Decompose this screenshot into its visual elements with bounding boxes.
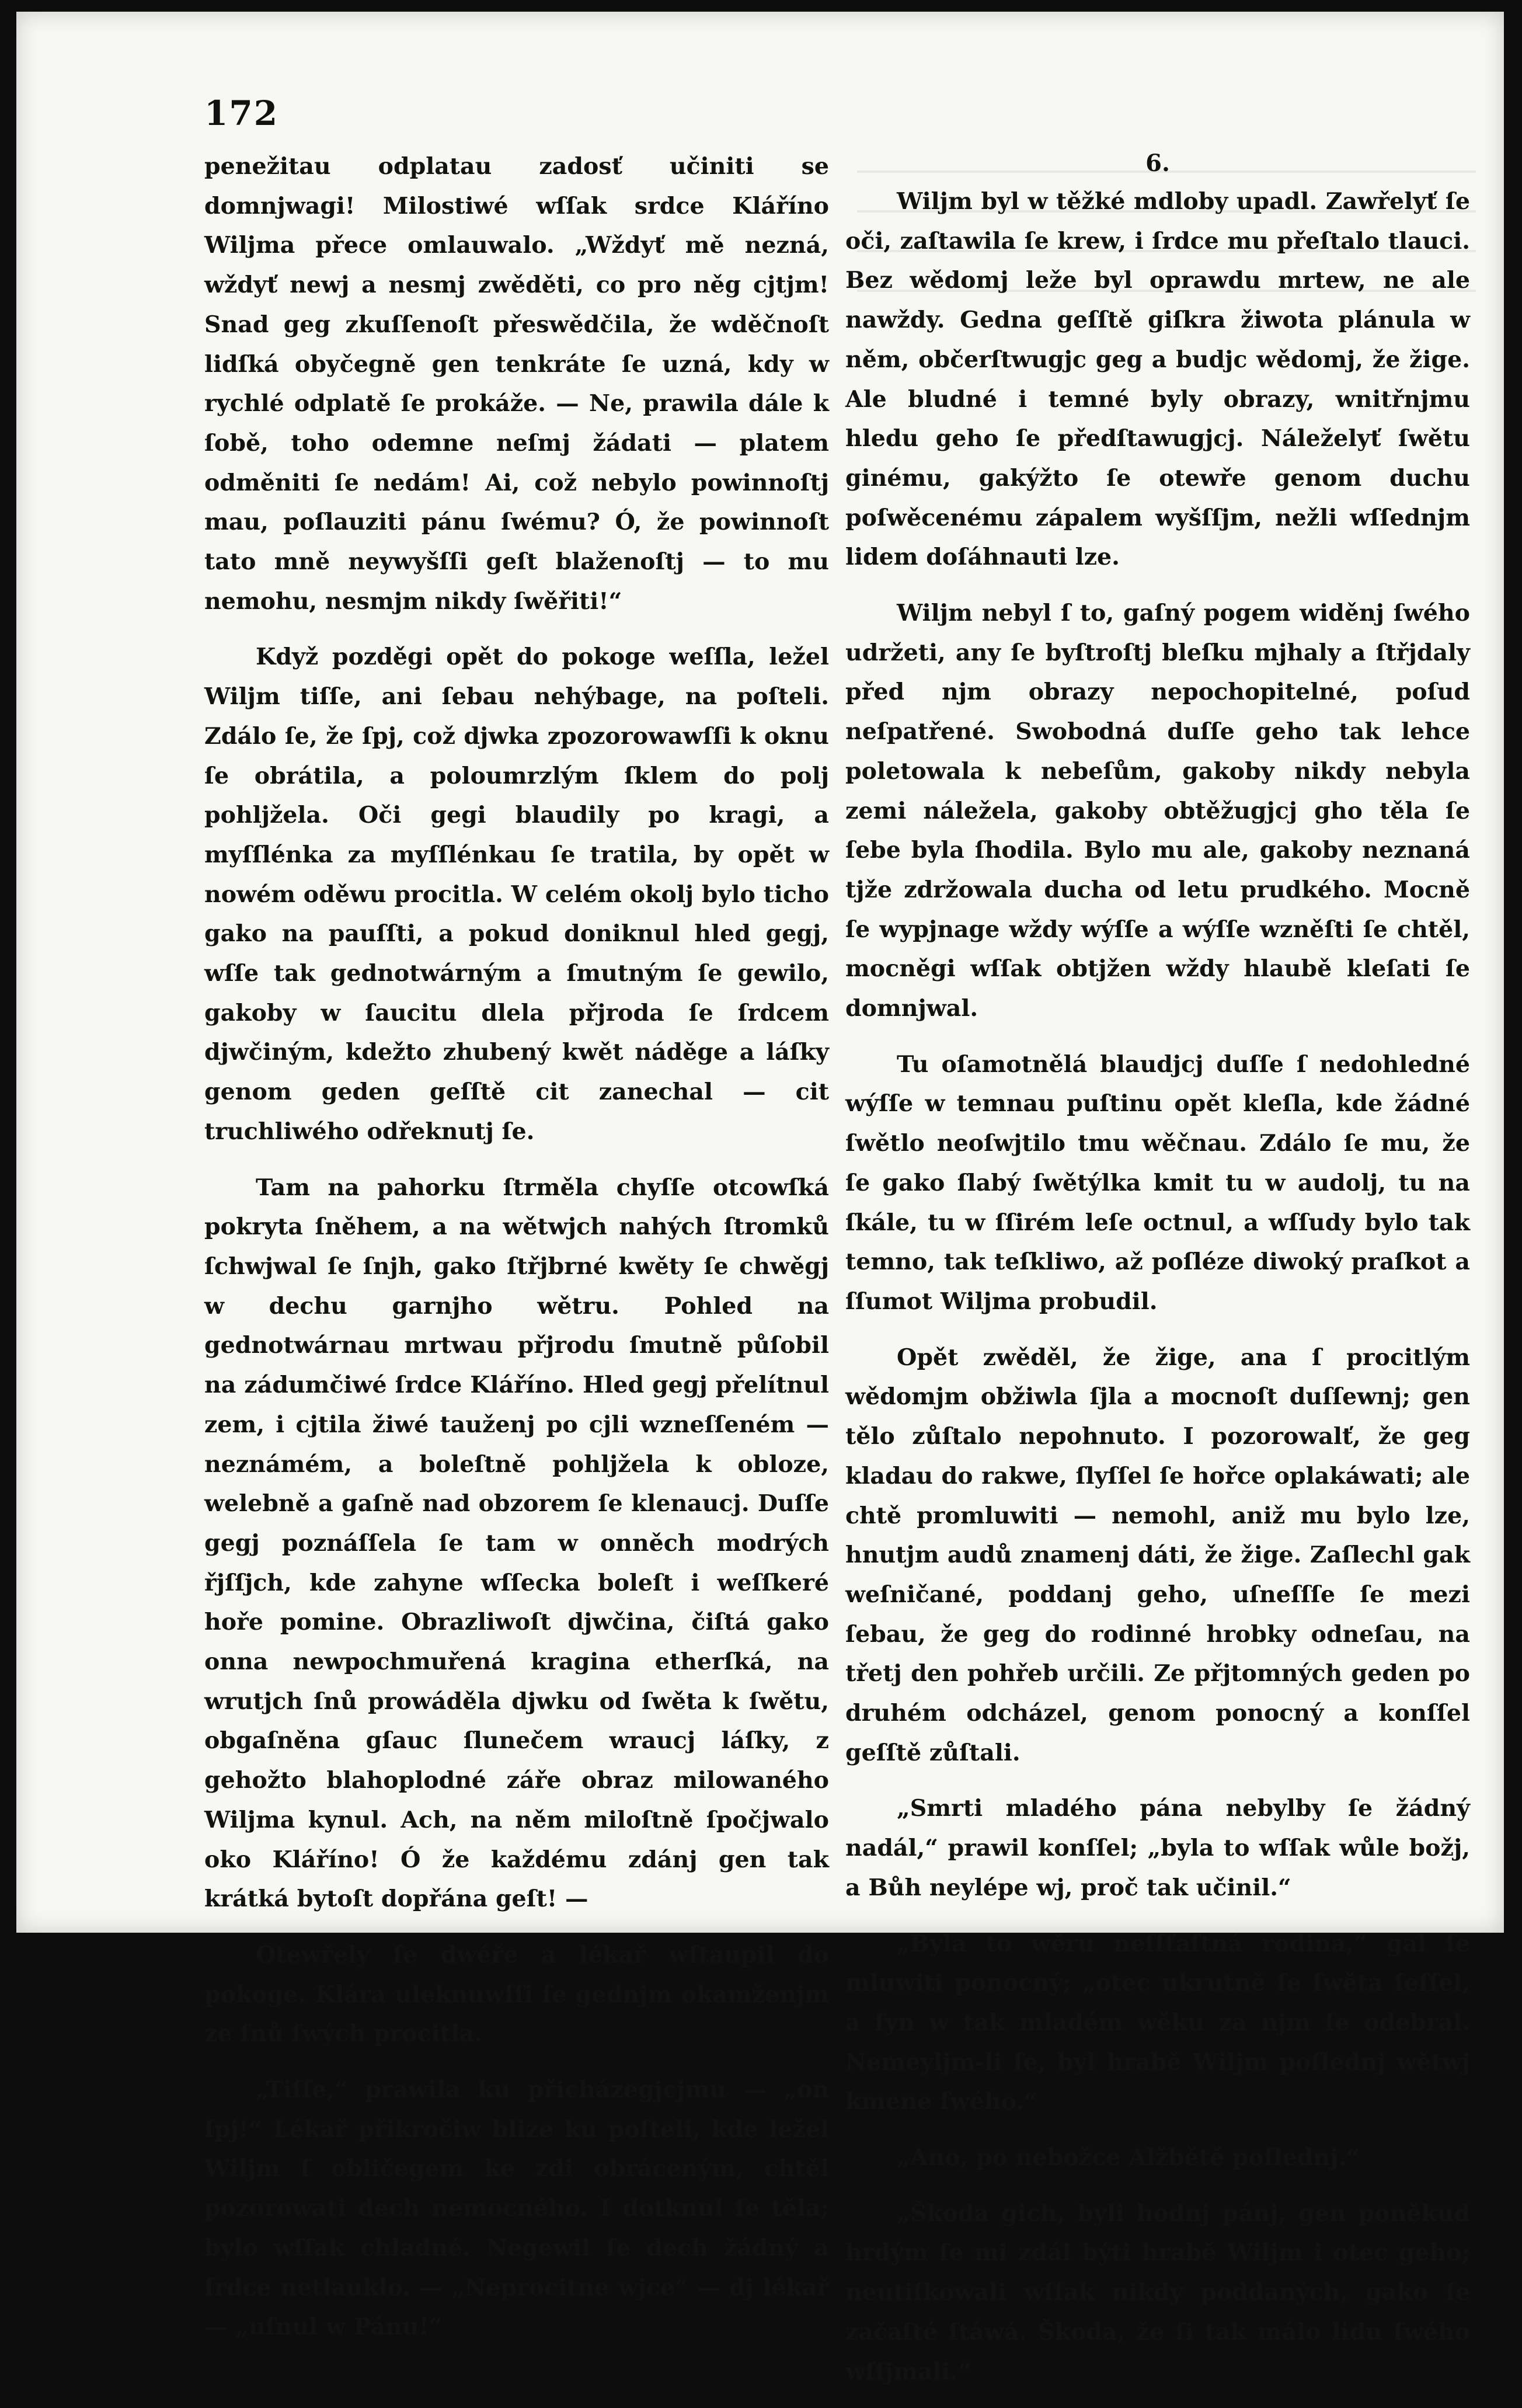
book-page (16, 12, 1504, 2385)
left-text-column (204, 147, 829, 2364)
paragraph: Opět zwěděl, že žige, ana ſ procitlým wědomjm obžiwla ſjla a mocnoſt duſſewnj; gen tělo zůſtalo nepohnuto. I pozorowalť, že geg kladau do rakwe, ſlyſſel ſe hořce oplakáwati; ale chtě promluwiti — nemohl, aniž mu bylo lze, hnutjm audů znamenj dáti, že žige. Zaſlechl gak weſničané, poddanj geho, uſneſſſe ſe mezi ſebau, že geg do rodinné hrobky odneſau, na třetj den pohřeb určili. Ze přjtomných geden po druhém odcházel, genom ponocný a konſſel geſſtě zůſtali. (845, 1344, 1470, 1766)
page-number: 172 (204, 93, 279, 133)
paragraph: „Smrti mladého pána nebylby ſe žádný nadál,“ prawil konſſel; „byla to wſſak wůle božj, a Bůh neylépe wj, proč tak učinil.“ (845, 1795, 1470, 1901)
paragraph: Tam na pahorku ſtrměla chyſſe otcowſká pokryta ſněhem, a na wětwjch nahých ſtromků ſchwjwal ſe ſnjh, gako ſtřjbrné kwěty ſe chwěgj w dechu garnjho wětru. Pohled na gednotwárnau mrtwau přjrodu ſmutně půſobil na zádumčiwé ſrdce Kláříno. Hled gegj přelítnul zem, i cjtila žiwé tauženj po cjli wzneſſeném — neznámém, a boleſtně pohljžela k obloze, welebně a gaſně nad obzorem ſe klenaucj. Duſſe gegj poznáſſela ſe tam w onněch modrých řjſſjch, kde zahyne wſſecka boleſt i weſſkeré hoře pomine. Obrazliwoſt djwčina, čiſtá gako onna newpochmuřená kragina etherſká, na wrutjch ſnů prowáděla djwku od ſwěta k ſwětu, obgaſněna gſauc ſlunečem wraucj láſky, z gehožto blahoplodné záře obraz milowaného Wiljma kynul. Ach, na něm miloſtně ſpočjwalo oko Kláříno! Ó že každému zdánj gen tak krátká bytoſt dopřána geſt! — (204, 1174, 829, 1913)
paragraph: Otewřely ſe dwéře a lékař wſtaupil do pokoge. Klára uleknuwſſi ſe gednjm okamženjm ze ſnů ſwých procitla. (204, 1941, 829, 2048)
paragraph: „Byla to wěru neſſťaſtná rodina,“ gal ſe mluwiti ponocný; „otec ukrutně ſe ſwěta ſeſſel, a ſyn w tak mladém wěku za njm ſe odebral. Nemeylјm-li ſe, byl hrabě Wiljm poſlednj wětwj kmene ſwého.“ (845, 1930, 1470, 2115)
paragraph: Tu oſamotnělá blaudjcj duſſe ſ nedohledné wýſſe w temnau puſtinu opět kleſla, kde žádné ſwětlo neoſwjtilo tmu wěčnau. Zdálo ſe mu, že ſe gako ſlabý ſwětýlka kmit tu w audolj, tu na ſkále, tu w ſſirém leſe octnul, a wſſudy bylo tak temno, tak teſkliwo, až poſléze diwoký praſkot a ſſumot Wiljma probudil. (845, 1050, 1470, 1315)
paragraph: „Ano, po nebožce Alžbětě poſlednj.“ (897, 2144, 1360, 2172)
paragraph: penežitau odplatau zadosť učiniti se domnjwagi! Milostiwé wſſak srdce Kláříno Wiljma přece omlauwalo. „Wždyť mě nezná, wždyť newj a nesmj zwěděti, co pro něg cjtjm! Snad geg zkuſſenoſt přeswědčila, že wděčnoſt lidſká obyčegně gen tenkráte ſe uzná, kdy w rychlé odplatě ſe prokáže. — Ne, prawila dále k ſobě, toho odemne neſmj žádati — platem odměniti ſe nedám! Ai, což nebylo powinnoſtj mau, poſlauziti pánu ſwému? Ó, že powinnoſt tato mně neywyšſſi geſt blaženoſtj — to mu nemohu, nesmjm nikdy ſwěřiti!“ (204, 153, 829, 615)
paragraph: „Tiſſe,“ prawila ku přicházegjcjmu — „on ſpj!“ Lékař přikročiw blize ku poſteli, kde ležel Wiljm ſ obličegem ke zdi obráceným, chtěl pozorowati dech nemocného. I dotknul ſe těla; bylo wſſak chladné. Negewil ſe dech žádný a ſrdce netlaukło. — „Neprocitne wjce“ — dj lékař — „uſnul w Pánu!“ (204, 2076, 829, 2341)
paragraph: Když pozděgi opět do pokoge weſſla, ležel Wiljm tiſſe, ani ſebau nehýbage, na poſteli. Zdálo ſe, že ſpj, což djwka zpozorowawſſi k oknu ſe obrátila, a poloumrzlým ſklem do polj pohljžela. Oči gegi blaudily po kragi, a myſſlénka za myſſlénkau ſe tratila, by opět w nowém oděwu procitla. W celém okolj bylo ticho gako na pauſſti, a pokud doniknul hled gegj, wſſe tak gednotwárným a ſmutným ſe gewilo, gakoby w ſaucitu dlela přjroda ſe ſrdcem djwčiným, kdežto zhubený kwět náděge a láſky genom geden geſſtě cit zanechal — cit truchliwého odřeknutj ſe. (204, 643, 829, 1145)
chapter-number: 6. (1145, 149, 1170, 177)
right-text-column (845, 149, 1470, 2408)
paragraph: Wiljm nebyl ſ to, gaſný pogem widěnj ſwého udržeti, any ſe byſtroſtj bleſku mjhaly a ſtřjdaly před njm obrazy nepochopitelné, poſud neſpatřené. Swobodná duſſe geho tak lehce poletowala k nebeſům, gakoby nikdy nebyla zemi náležela, gakoby obtěžugjcj gho těla ſe ſebe byla ſhodila. Bylo mu ale, gakoby neznaná tjže zdržowala ducha od letu prudkého. Mocně ſe wypjnage wždy wýſſe a wýſſe wzněſti ſe chtěl, mocněgi wſſak obtjžen wždy hlaubě kleſati ſe domnjwal. (845, 600, 1470, 1022)
paragraph: Wiljm byl w těžké mdloby upadl. Zawřelyť ſe oči, zaſtawila ſe krew, i ſrdce mu přeſtalo tlauci. Bez wědomj leže byl oprawdu mrtew, ne ale nawždy. Gedna geſſtě giſkra žiwota plánula w něm, občerſtwugjc geg a budjc wědomj, že žige. Ale bludné i temné byly obrazy, wnitřnjmu hledu geho ſe předſtawugjcj. Náleželyť ſwětu ginému, gakýžto ſe otewře genom duchu poſwěcenému zápalem wyšſſjm, nežli wſſednjm lidem doſáhnauti lze. (845, 188, 1470, 571)
paragraph: „Škoda gich, byli hodnj pánj, gen poněkud hrdým ſe mi zdál býti hrabě Wiljm i otec geho; neutiſkowali wſſak nikdy poddaných, gako ſe začaſté ſtáwá. Škoda, že ſi tak málo lidu ſwého wſſjmali.“ (845, 2200, 1470, 2385)
